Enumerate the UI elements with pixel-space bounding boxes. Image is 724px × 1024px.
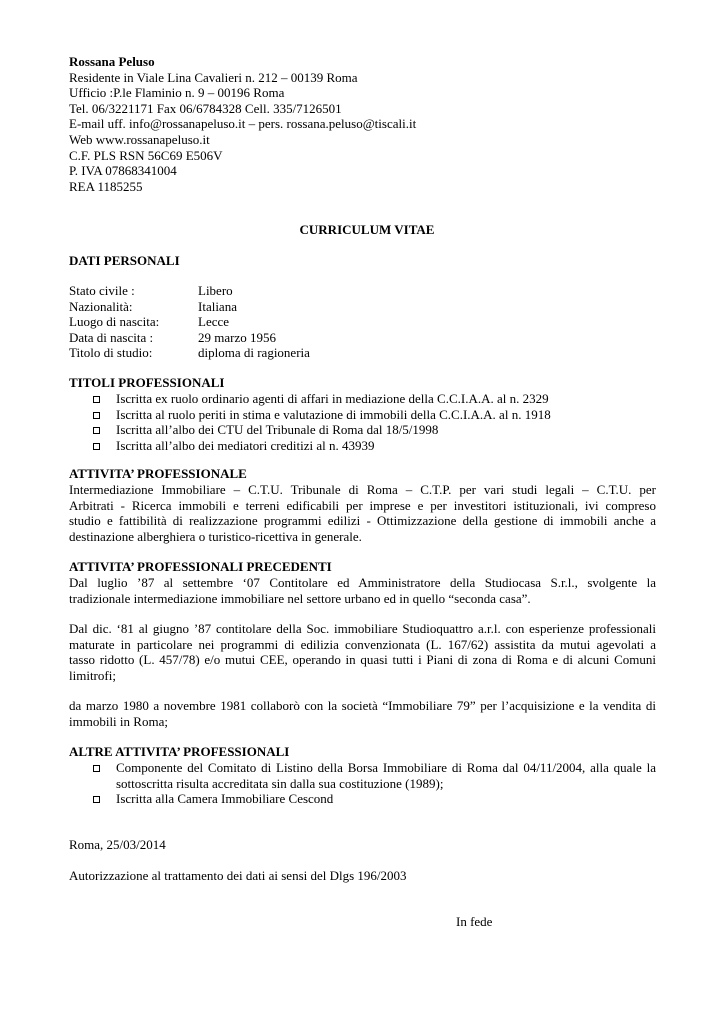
list-item: Componente del Comitato di Listino della Borsa Immobiliare di Roma dal 04/11/2004, alla quale la sottoscritta risulta accreditata sin dalla sua costituzione (1989);	[69, 760, 656, 791]
personal-value: Lecce	[198, 314, 230, 329]
titles-list	[69, 391, 656, 453]
personal-value: 29 marzo 1956	[198, 330, 276, 345]
activity-heading: ATTIVITA’ PROFESSIONALE	[69, 466, 247, 481]
previous-activity-paragraph-2: Dal dic. ‘81 al giugno ’87 contitolare della Soc. immobiliare Studioquattro a.r.l. con esperienze professionali maturate in particolare nei programmi di edilizia convenzionata (L. 167/62) assistita da mutui agevolati a tasso ridotto (L. 457/78) e/o mutui CEE, operando in quasi tutti i Piani di zona di Roma e di alcuni Comuni limitrofi;	[69, 621, 656, 683]
checkbox-bullet-icon	[93, 796, 100, 803]
signature-closing: In fede	[456, 914, 493, 929]
previous-activity-paragraph-3: da marzo 1980 a novembre 1981 collaborò con la società “Immobiliare 79” per l’acquisizione e la vendita di immobili in Roma;	[69, 698, 656, 729]
phone-numbers: Tel. 06/3221171 Fax 06/6784328 Cell. 335/7126501	[69, 100, 342, 116]
list-item: Iscritta al ruolo periti in stima e valutazione di immobili della C.C.I.A.A. al n. 1918	[69, 407, 656, 423]
website: Web www.rossanapeluso.it	[69, 131, 210, 147]
checkbox-bullet-icon	[93, 443, 100, 450]
cv-page	[69, 54, 656, 929]
list-item: Iscritta all’albo dei CTU del Tribunale di Roma dal 18/5/1998	[69, 422, 656, 438]
activity-paragraph: Intermediazione Immobiliare – C.T.U. Tribunale di Roma – C.T.P. per vari studi legali – C.T.U. per Arbitrati - Ricerca immobili e terreni edificabili per imprese e per investitori istituzionali, ivi compreso studio e fattibilità di realizzazione programmi edilizi - Ottimizzazione della gestione di immobili anche a destinazione alberghiera o turistico-ricettiva in generale.	[69, 482, 656, 544]
office-address: Ufficio :P.le Flaminio n. 9 – 00196 Roma	[69, 85, 285, 101]
personal-value: Libero	[198, 283, 233, 298]
personal-row-nationality	[69, 299, 237, 315]
document-title: CURRICULUM VITAE	[299, 222, 435, 237]
personal-row-birthplace	[69, 314, 229, 330]
personal-row-birthdate	[69, 330, 276, 346]
previous-activity-heading: ATTIVITA’ PROFESSIONALI PRECEDENTI	[69, 559, 332, 574]
personal-value: diploma di ragioneria	[198, 345, 310, 360]
personal-label: Luogo di nascita:	[69, 314, 160, 329]
personal-row-marital	[69, 283, 233, 299]
personal-value: Italiana	[198, 299, 237, 314]
previous-activity-paragraph-1: Dal luglio ’87 al settembre ‘07 Contitolare ed Amministratore della Studiocasa S.r.l., svolgente la tradizionale intermediazione immobiliare nel settore urbano ed in quello “seconda casa”.	[69, 575, 656, 606]
checkbox-bullet-icon	[93, 427, 100, 434]
personal-data-heading: DATI PERSONALI	[69, 253, 180, 268]
author-name: Rossana Peluso	[69, 54, 155, 69]
titles-heading: TITOLI PROFESSIONALI	[69, 375, 225, 390]
personal-label: Stato civile :	[69, 283, 135, 298]
personal-label: Titolo di studio:	[69, 345, 153, 360]
contact-block	[69, 54, 656, 194]
checkbox-bullet-icon	[93, 412, 100, 419]
personal-label: Data di nascita :	[69, 330, 154, 345]
vat-number: P. IVA 07868341004	[69, 163, 177, 179]
data-authorization: Autorizzazione al trattamento dei dati ai sensi del Dlgs 196/2003	[69, 868, 407, 883]
other-activities-heading: ALTRE ATTIVITA’ PROFESSIONALI	[69, 744, 290, 759]
checkbox-bullet-icon	[93, 765, 100, 772]
list-item: Iscritta all’albo dei mediatori creditizi al n. 43939	[69, 438, 656, 454]
list-item: Iscritta alla Camera Immobiliare Cescond	[69, 791, 656, 807]
place-and-date: Roma, 25/03/2014	[69, 837, 166, 852]
list-item: Iscritta ex ruolo ordinario agenti di affari in mediazione della C.C.I.A.A. al n. 2329	[69, 391, 656, 407]
rea-number: REA 1185255	[69, 178, 143, 194]
email-addresses: E-mail uff. info@rossanapeluso.it – pers. rossana.peluso@tiscali.it	[69, 116, 417, 132]
residence-address: Residente in Viale Lina Cavalieri n. 212 – 00139 Roma	[69, 69, 358, 85]
checkbox-bullet-icon	[93, 396, 100, 403]
other-activities-list	[69, 760, 656, 807]
personal-row-education	[69, 345, 310, 361]
fiscal-code: C.F. PLS RSN 56C69 E506V	[69, 147, 223, 163]
personal-label: Nazionalità:	[69, 299, 133, 314]
